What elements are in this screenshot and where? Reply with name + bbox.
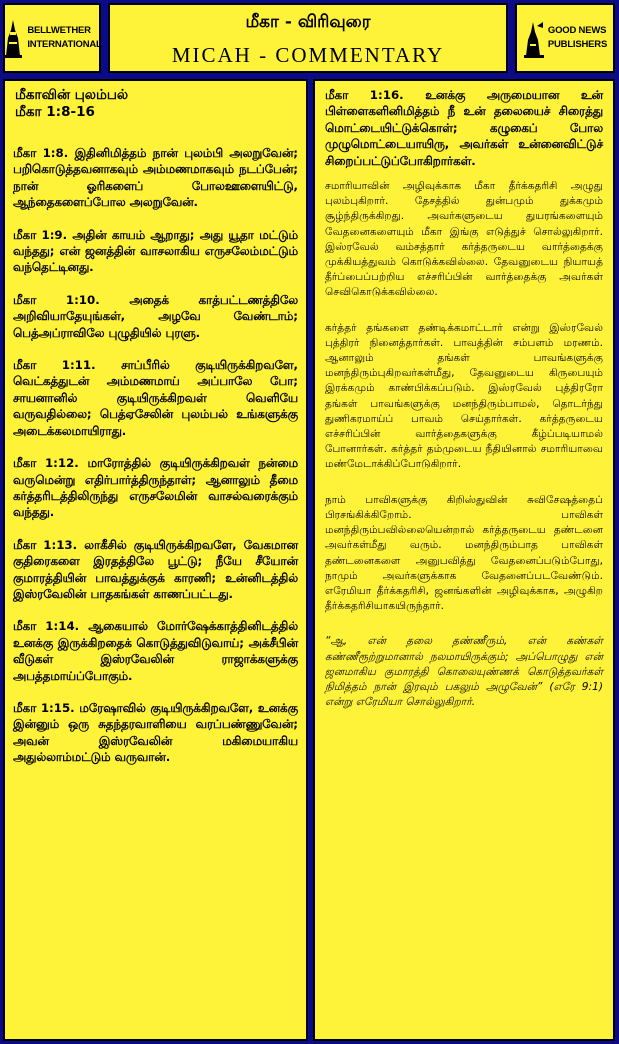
header-divider [0,75,619,77]
verses-column [3,79,308,1041]
verse-item: மீகா 1:10. அதைக் காத்பட்டணத்திலே அறிவியாதேயுங்கள், அழவே வேண்டாம்; பெத்அப்ராவிலே புழுதியில் புரளு. [13,292,298,340]
verse-item: மீகா 1:12. மாரோத்தில் குடியிருக்கிறவள் நன்மை வருமென்று எதிர்பார்த்திருந்தாள்; ஆனாலும் தீமை கர்த்தரிடத்திலிருந்து எருசலேமின் வாசல்வரைக்கும் வந்தது. [13,456,298,520]
verse-item: மீகா 1:9. அதின் காயம் ஆறாது; அது யூதா மட்டும் வந்தது; என் ஜனத்தின் வாசலாகிய எருசலேம்மட்டும் வந்தெட்டினது. [13,227,298,275]
logo-right-line2: PUBLISHERS [547,39,608,50]
header-title-box [108,3,508,73]
verse-item: மீகா 1:8. இதினிமித்தம் நான் புலம்பி அலறுவேன்; பறிகொடுத்தவனாகவும் அம்மணமாகவும் நடப்பேன்; நான் ஓரிகளைப் போலஊளையிட்டு, ஆந்தைகளைப்போல அலறுவேன். [13,146,298,210]
commentary-paragraph: நாம் பாவிகளுக்கு கிறிஸ்துவின் சுவிசேஷத்தைப் பிரசங்கிக்கிறோம். பாவிகள் மனந்திரும்பவில்லையென்றால் கர்த்தருடைய தண்டனை அவர்கள்மீது வரும். மனந்திரும்பாத பாவிகள் தண்டனைகளை அனுபவித்து வேதனைப்படும்போது, நாமும் அவர்களுக்காக வேதனைப்படவேண்டும். எரேமியா தீர்க்கதரிசி, ஜனங்களின் அழிவுக்காக, அழுகிற தீர்க்கதரிசியாகயிருந்தார். [325,493,603,613]
good-news-icon [523,16,545,60]
logo-right-line1: GOOD NEWS [547,25,607,36]
verse-item: மீகா 1:16. உனக்கு அருமையான உன் பிள்ளைகளினிமித்தம் நீ உன் தலையைச் சிரைத்து மொட்டையிட்டுக்கொள்; கழுகைப் போல முழுமொட்டையாயிரு, அவர்கள் உன்னைவிட்டுச் சிறைப்பட்டுப்போகிறார்கள். [325,88,603,168]
logo-left-line2: INTERNATIONAL [27,39,102,50]
bellwether-logo [3,3,101,73]
logo-left-line1: BELLWETHER [27,25,91,36]
bellwether-icon [2,16,24,60]
title-english: MICAH - COMMENTARY [171,43,445,67]
heading-title: மீகாவின் புலம்பல் [15,87,129,103]
title-tamil: மீகா - விரிவுரை [245,12,371,32]
commentary-column [313,79,615,1041]
good-news-logo [515,3,615,73]
section-heading [15,87,298,121]
scripture-quote: “ஆ, என் தலை தண்ணீரும், என் கண்கள் கண்ணீரூற்றுமானால் நலமாயிருக்கும்; அப்பொழுது என் ஜனமாகிய குமாரத்தி கொலையுண்ணக் கொடுத்தவர்கள் நிமித்தம் நான் இரவும் பகலும் அழுவேன்” (எரே 9:1) என்று எரேமியா சொல்லுகிறார். [325,635,603,709]
commentary-paragraph: கர்த்தர் தங்களை தண்டிக்கமாட்டார் என்று இஸ்ரவேல் புத்திரர் நினைத்தார்கள். பாவத்தின் சம்பளம் மரணம். ஆனாலும் தங்கள் பாவங்களுக்கு மனந்திரும்புகிறவர்கள்மீது, தேவனுடைய கிருபையும் இரக்கமும் காண்பிக்கப்படும். இஸ்ரவேல் புத்திரரோ தங்கள் பாவங்களுக்கு மனந்திரும்பாமல், தொடர்ந்து துணிகரமாய்ப் பாவம் செய்தார்கள். கர்த்தருடைய எச்சரிப்பின் வார்த்தைகளுக்கு கீழ்ப்படியாமல் போனார்கள். கர்த்தர் தம்முடைய நீதியினால் சமாரியாவை மண்மேடாக்கிப்போடுகிறார். [325,321,603,471]
commentary-paragraph: சமாரியாவின் அழிவுக்காக மீகா தீர்க்கதரிசி அழுது புலம்புகிறார். தேசத்தில் துன்பமும் துக்கமும் சூழ்ந்திருக்கிறது. அவர்களுடைய துயரங்களையும் வேதனைகளையும் மீகா இங்கு எடுத்துச் சொல்லுகிறார். இஸ்ரவேல் வம்சத்தார் கர்த்தருடைய வார்த்தைக்கு முக்கியத்துவம் கொடுக்கவில்லை. தேவனுடைய நியாயத் தீர்ப்பைப்பற்றிய எச்சரிப்பின் வார்த்தைக்கு அவர்கள் செவிகொடுக்கவில்லை. [325,180,603,299]
verse-item: மீகா 1:15. மரேஷாவில் குடியிருக்கிறவளே, உனக்கு இன்னும் ஒரு சுதந்தரவாளியை வரப்பண்ணுவேன்; அவன் இஸ்ரவேலின் மகிமையாகிய அதுல்லாம்மட்டும் வருவான். [13,700,298,765]
heading-reference: மீகா 1:8-16 [15,104,95,120]
verse-item: மீகா 1:14. ஆகையால் மோர்ஷேக்காத்தினிடத்தில் உனக்கு இருக்கிறதைக் கொடுத்துவிடுவாய்; அக்சீபின் வீடுகள் இஸ்ரவேலின் ராஜாக்களுக்கு அபத்தமாய்ப்போகும். [13,619,298,683]
verse-item: மீகா 1:13. லாகீசில் குடியிருக்கிறவளே, வேகமான குதிரைகளை இரதத்திலே பூட்டு; நீயே சீயோன் குமாரத்தியின் பாவத்துக்குக் காரணி; உன்னிடத்தில் இஸ்ரவேலின் பாதகங்கள் காணப்பட்டது. [13,537,298,601]
verse-list [13,145,298,766]
verse-item: மீகா 1:11. சாப்பீரில் குடியிருக்கிறவளே, வெட்கத்துடன் அம்மணமாய் அப்பாலே போ; சாயனானில் குடியிருக்கிறவள் வெளியே வருவதில்லை; பெத்ஏசேலின் புலம்பல் உங்களுக்கு அடைக்கலமாயிராது. [13,358,298,438]
